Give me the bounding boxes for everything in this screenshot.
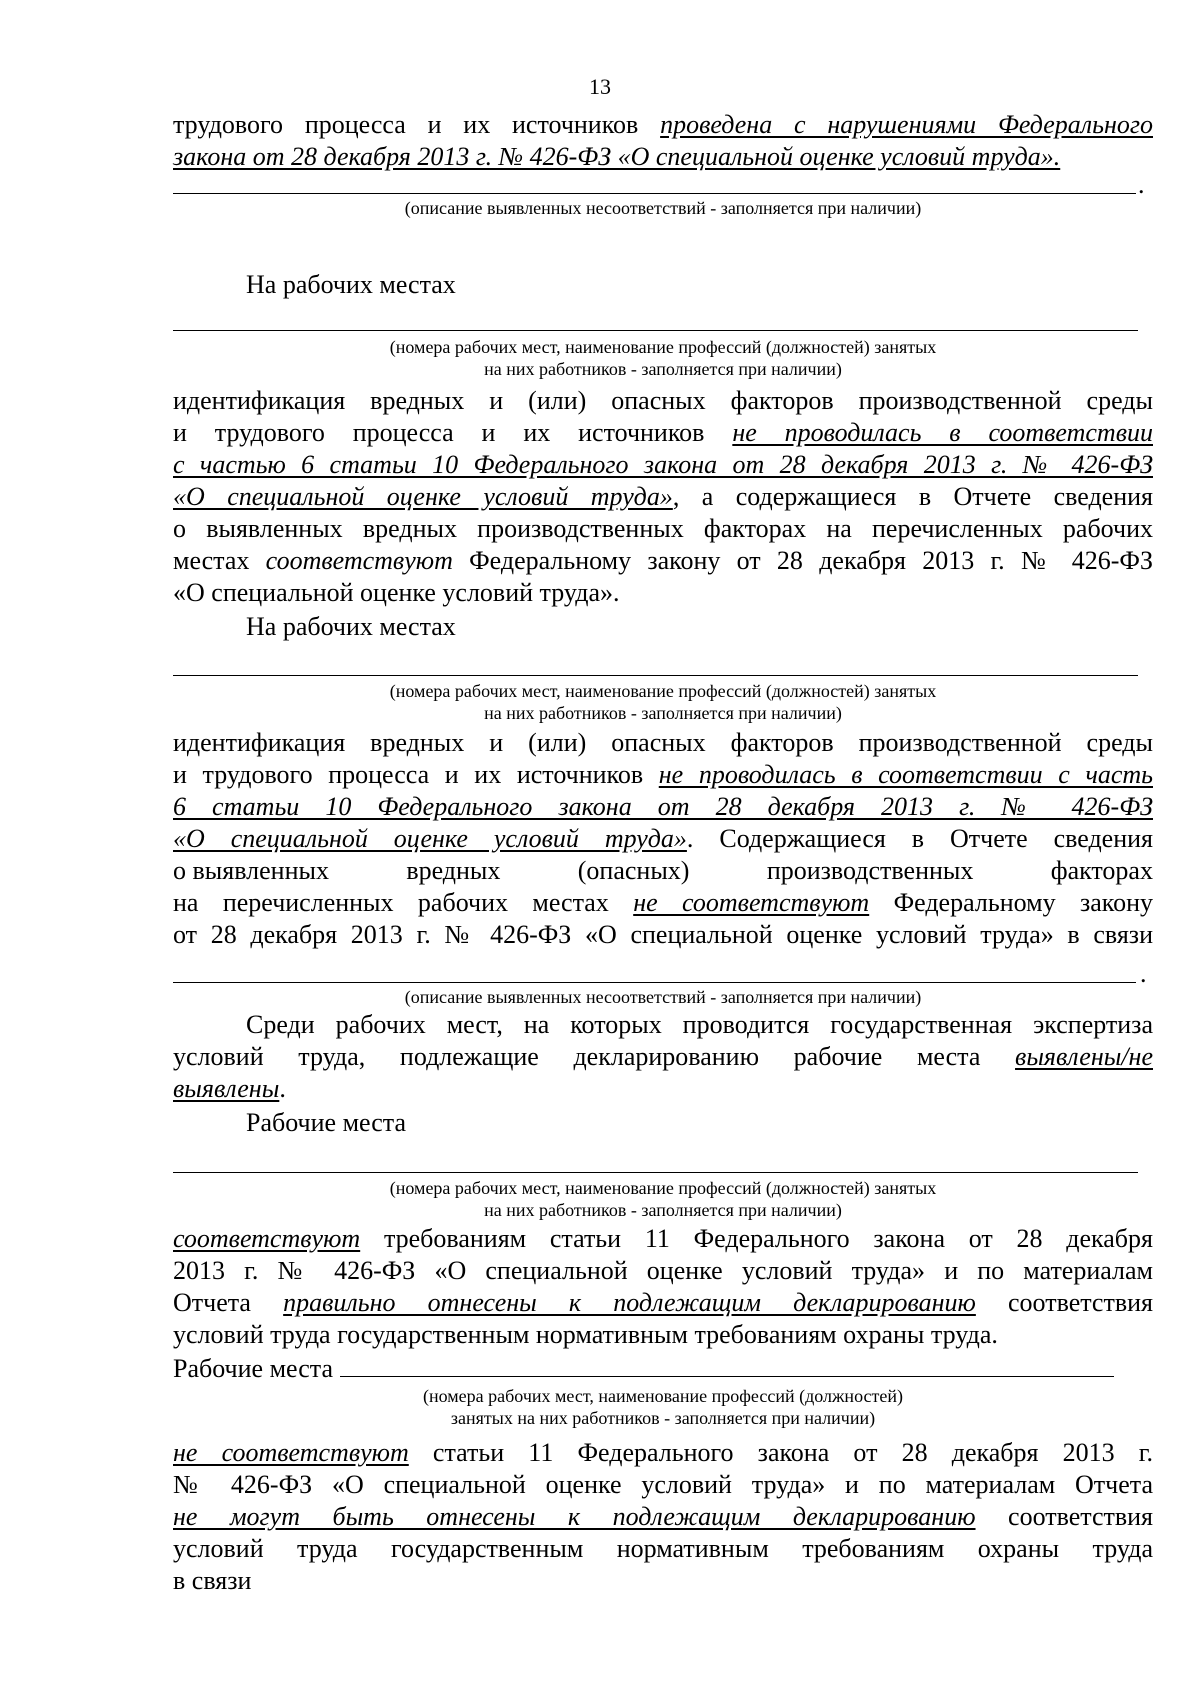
paragraph-line <box>173 758 1153 792</box>
fill-in-line <box>173 330 1138 331</box>
underlined-text: правильно отнесены к подлежащим декларированию <box>283 1288 976 1317</box>
paragraph-line: «О специальной оценке условий труда». <box>173 578 620 607</box>
paragraph-line <box>173 1072 1153 1106</box>
text-run: Федеральному закону от 28 декабря 2013 г. № 426-ФЗ <box>452 546 1153 575</box>
page-number: 13 <box>589 74 611 99</box>
paragraph-line <box>173 544 1153 578</box>
paragraph-line <box>173 822 1153 856</box>
paragraph-line: от 28 декабря 2013 г. № 426-ФЗ «О специальной оценке условий труда» в связи <box>173 920 1153 949</box>
field-caption: на них работников - заполняется при наличии) <box>484 359 842 379</box>
underlined-text: «О специальной оценке условий труда» <box>173 482 673 511</box>
paragraph-line: идентификация вредных и (или) опасных факторов производственной среды <box>173 386 1153 415</box>
text-run: вредных <box>406 856 501 885</box>
paragraph-line: № 426-ФЗ «О специальной оценке условий труда» и по материалам Отчета <box>173 1470 1153 1499</box>
end-dot: . <box>1138 170 1145 199</box>
text-run: факторах <box>1050 856 1153 885</box>
paragraph-line <box>173 1040 1153 1074</box>
text-run: местах <box>173 546 266 575</box>
paragraph-line <box>173 1436 1153 1470</box>
text-run: соответствия <box>975 1502 1153 1531</box>
underlined-text: выявлены/не <box>1015 1042 1153 1071</box>
text-run: производственных <box>766 856 974 885</box>
section-heading: На рабочих местах <box>246 270 456 299</box>
underlined-text: выявлены <box>173 1074 280 1103</box>
underlined-text: не могут быть отнесены к подлежащим декларированию <box>173 1502 976 1531</box>
paragraph-line: условий труда государственным нормативным требованиям охраны труда <box>173 1534 1153 1563</box>
underlined-text: не соответствуют <box>173 1438 409 1467</box>
text-run: , а содержащиеся в Отчете сведения <box>672 482 1154 511</box>
underlined-text: закона от 28 декабря 2013 г. № 426-ФЗ «О специальной оценке условий труда». <box>173 142 1061 171</box>
text-run: . Содержащиеся в Отчете сведения <box>686 824 1154 853</box>
field-caption: (номера рабочих мест, наименование профессий (должностей) занятых <box>389 1178 937 1198</box>
underlined-text: не соответствуют <box>633 888 870 917</box>
paragraph-line: Среди рабочих мест, на которых проводится государственная экспертиза <box>246 1010 1153 1039</box>
field-caption: (описание выявленных несоответствий - заполняется при наличии) <box>404 987 922 1007</box>
fill-in-line <box>173 1172 1138 1173</box>
underlined-text: не проводилась в соответствии <box>732 418 1153 447</box>
field-caption: на них работников - заполняется при наличии) <box>484 703 842 723</box>
paragraph-line <box>173 1350 1153 1384</box>
text-run: . <box>279 1074 286 1103</box>
fill-in-line <box>173 675 1138 676</box>
section-heading: Рабочие места <box>246 1108 406 1137</box>
text-run: статьи 11 Федерального закона от 28 декабря 2013 г. <box>408 1438 1154 1467</box>
text-run: соответствия <box>975 1288 1153 1317</box>
paragraph-line <box>173 1222 1153 1256</box>
paragraph-line: о выявленных вредных производственных факторах на перечисленных рабочих <box>173 514 1153 543</box>
text-run: и трудового процесса и их источников <box>173 760 659 789</box>
field-caption: (номера рабочих мест, наименование профессий (должностей) <box>423 1386 903 1406</box>
underlined-text: с частью 6 статьи 10 Федерального закона от 28 декабря 2013 г. № 426-ФЗ <box>173 450 1153 479</box>
text-run: (опасных) <box>577 856 690 885</box>
paragraph-line: условий труда государственным нормативным требованиям охраны труда. <box>173 1320 998 1349</box>
field-caption: (номера рабочих мест, наименование профессий (должностей) занятых <box>389 337 937 357</box>
underlined-text: «О специальной оценке условий труда» <box>173 824 687 853</box>
field-caption: (описание выявленных несоответствий - заполняется при наличии) <box>404 198 922 218</box>
section-heading: На рабочих местах <box>246 612 456 641</box>
text-run: трудового процесса и их источников <box>173 110 661 139</box>
text-run: Федеральному закону <box>869 888 1153 917</box>
fill-in-line <box>340 1350 1114 1377</box>
text-run: о выявленных <box>173 856 329 885</box>
text-run: на перечисленных рабочих местах <box>173 888 634 917</box>
paragraph-line <box>173 480 1153 514</box>
paragraph-line <box>173 416 1153 450</box>
paragraph-line <box>173 886 1153 920</box>
text-run: и трудового процесса и их источников <box>173 418 733 447</box>
underlined-text: не проводилась в соответствии с часть <box>658 760 1153 789</box>
paragraph-line: идентификация вредных и (или) опасных факторов производственной среды <box>173 728 1153 757</box>
underlined-text: проведена с нарушениями Федерального <box>660 110 1153 139</box>
text-run: условий труда, подлежащие декларированию рабочие места <box>173 1042 1016 1071</box>
paragraph-line <box>173 854 1153 888</box>
field-caption: на них работников - заполняется при наличии) <box>484 1200 842 1220</box>
end-dot: . <box>1140 959 1147 988</box>
paragraph-line <box>173 1500 1153 1534</box>
paragraph-line <box>173 108 1153 142</box>
text-run: требованиям статьи 11 Федерального закона от 28 декабря <box>360 1224 1153 1253</box>
field-caption: занятых на них работников - заполняется при наличии) <box>450 1408 876 1428</box>
field-caption: (номера рабочих мест, наименование профессий (должностей) занятых <box>389 681 937 701</box>
underlined-text: 6 статьи 10 Федерального закона от 28 декабря 2013 г. № 426-ФЗ <box>173 792 1153 821</box>
italic-text: соответствуют <box>265 546 453 575</box>
paragraph-line: в связи <box>173 1566 252 1595</box>
fill-in-line <box>173 982 1136 983</box>
paragraph-line: 2013 г. № 426-ФЗ «О специальной оценке условий труда» и по материалам <box>173 1256 1153 1285</box>
underlined-text: соответствуют <box>173 1224 361 1253</box>
paragraph-line <box>173 1286 1153 1320</box>
text-run: Отчета <box>173 1288 284 1317</box>
field-label: Рабочие места <box>173 1354 340 1383</box>
fill-in-line <box>173 193 1136 194</box>
